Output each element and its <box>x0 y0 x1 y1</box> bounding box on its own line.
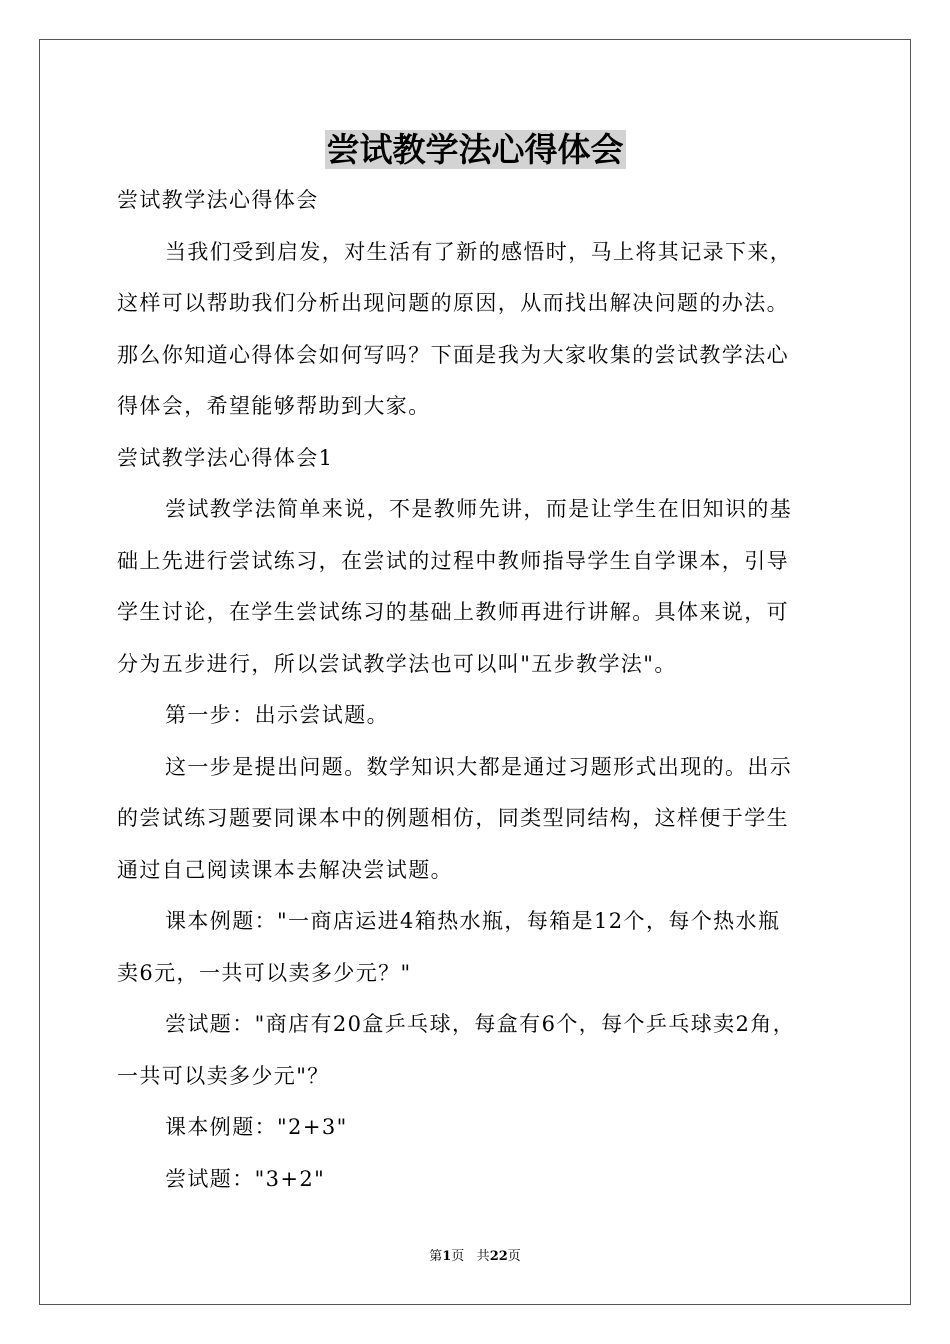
paragraph-line: 这样可以帮助我们分析出现问题的原因，从而找出解决问题的办法。 <box>117 291 789 315</box>
section-heading: 尝试教学法心得体会1 <box>117 445 334 470</box>
footer-total-prefix: 共 <box>476 1249 490 1264</box>
footer-total-unit: 页 <box>507 1249 521 1264</box>
subtitle-line: 尝试教学法心得体会 <box>117 188 319 212</box>
page-footer <box>0 1248 950 1266</box>
document-body <box>117 175 837 1205</box>
paragraph-line: 尝试教学法简单来说，不是教师先讲，而是让学生在旧知识的基 <box>165 497 793 521</box>
paragraph-line: 的尝试练习题要同课本中的例题相仿，同类型同结构，这样便于学生 <box>117 806 789 830</box>
footer-prefix: 第 <box>429 1249 443 1264</box>
paragraph-line: 得体会，希望能够帮助到大家。 <box>117 394 431 418</box>
document-title-text: 尝试教学法心得体会 <box>326 130 624 169</box>
paragraph-line: 础上先进行尝试练习，在尝试的过程中教师指导学生自学课本，引导 <box>117 548 789 573</box>
paragraph-line: 通过自己阅读课本去解决尝试题。 <box>117 857 453 882</box>
example-line: 课本例题："2+3" <box>165 1115 348 1139</box>
example-line: 尝试题："商店有20盒乒乓球，每盒有6个，每个乒乓球卖2角， <box>165 1012 796 1036</box>
footer-total-pages: 22 <box>489 1249 508 1264</box>
footer-page-unit: 页 <box>451 1249 465 1264</box>
paragraph-line: 那么你知道心得体会如何写吗？下面是我为大家收集的尝试教学法心 <box>117 342 789 367</box>
example-line: 尝试题："3+2" <box>165 1166 326 1191</box>
footer-page-number: 1 <box>442 1249 452 1264</box>
paragraph-line: 分为五步进行，所以尝试教学法也可以叫"五步教学法"。 <box>117 651 677 676</box>
paragraph-line: 当我们受到启发，对生活有了新的感悟时，马上将其记录下来， <box>165 239 793 264</box>
paragraph-line: 这一步是提出问题。数学知识大都是通过习题形式出现的。出示 <box>165 754 793 779</box>
step-heading: 第一步：出示尝试题。 <box>165 703 389 727</box>
example-line: 一共可以卖多少元"？ <box>117 1063 330 1088</box>
paragraph-line: 学生讨论，在学生尝试练习的基础上教师再进行讲解。具体来说，可 <box>117 600 789 624</box>
example-line: 课本例题："一商店运进4箱热水瓶，每箱是12个，每个热水瓶 <box>165 909 781 933</box>
document-title <box>0 126 950 174</box>
example-line: 卖6元，一共可以卖多少元？" <box>117 960 412 985</box>
